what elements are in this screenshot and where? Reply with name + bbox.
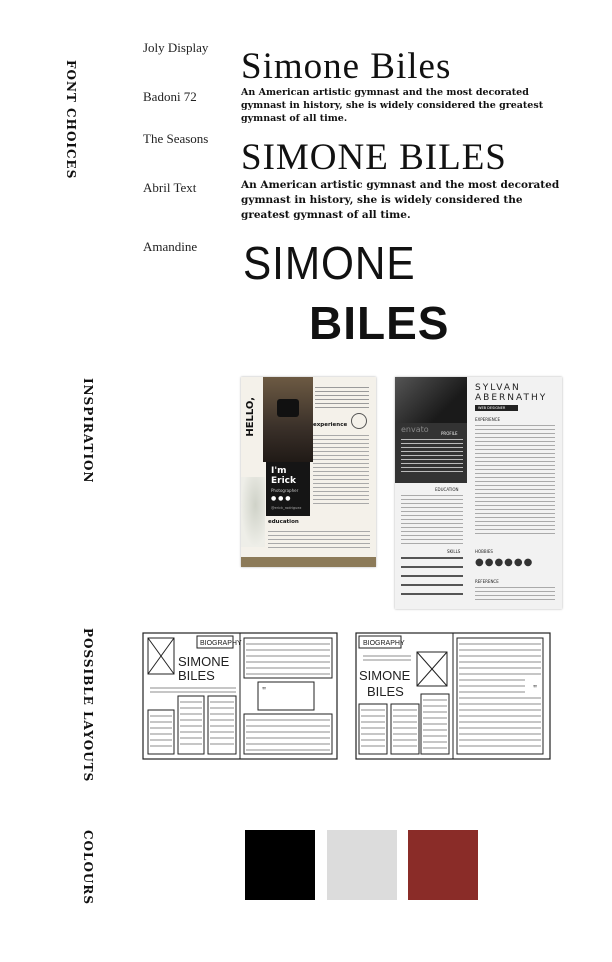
layout-sketch-1 [142, 632, 338, 760]
resume2-profile-lines [401, 439, 463, 475]
sketch1-quote-mark: " [262, 686, 267, 697]
resume2-education-heading: EDUCATION [435, 487, 459, 492]
font-name-the-seasons: The Seasons [143, 131, 209, 146]
resume2-reference-lines [475, 587, 555, 603]
sketch2-title-line2: BILES [367, 684, 404, 699]
font-name-abril-text: Abril Text [143, 180, 197, 195]
resume2-name-line1: SYLVAN [475, 383, 521, 393]
resume2-role-bar: WEB DESIGNER [475, 405, 518, 411]
resume1-plant [241, 477, 265, 547]
sample-abril-body: An American artistic gymnast and the most decorated gymnast in history, she is widely considered the greatest gymnast of all time. [241, 179, 560, 221]
resume2-experience-heading: EXPERIENCE [475, 417, 501, 422]
resume2-profile-heading: PROFILE [441, 431, 458, 436]
resume1-camera [277, 399, 299, 417]
resume1-intro-text [315, 387, 369, 411]
colour-swatch-grey [327, 830, 397, 900]
resume1-photo [263, 377, 313, 462]
sketch1-title-line2: BILES [178, 668, 215, 683]
sample-seasons-title: SIMONE BILES [241, 137, 507, 178]
inspiration-resume-erick [241, 377, 376, 567]
resume1-handle: @erick_rodriguez [271, 506, 302, 510]
resume2-watermark: envato [401, 425, 429, 434]
resume1-social-icons: ● ● ● [271, 495, 291, 502]
sketch1-title-line1: SIMONE [178, 654, 230, 669]
resume1-side-title: HELLO, [245, 397, 256, 437]
font-name-badoni-72: Badoni 72 [143, 89, 197, 104]
resume1-name-line1: I'm [271, 466, 287, 476]
resume2-skills-heading: SKILLS [447, 549, 461, 554]
resume2-reference-heading: REFERENCE [475, 579, 499, 584]
inspiration-resume-sylvan [395, 377, 562, 609]
font-name-joly-display: Joly Display [143, 40, 209, 55]
resume1-experience-lines [313, 435, 369, 507]
section-label-possible-layouts: POSSIBLE LAYOUTS [81, 628, 95, 783]
section-label-colours: COLOURS [81, 830, 95, 905]
resume2-skill-bars [401, 557, 463, 601]
sketch2-title-line1: SIMONE [359, 668, 411, 683]
section-label-font-choices: FONT CHOICES [64, 60, 78, 180]
resume2-photo [395, 377, 467, 423]
resume2-experience-lines [475, 425, 555, 535]
resume1-name-box [266, 462, 310, 516]
resume2-hobby-icons: ●●●●●● [475, 557, 534, 568]
resume1-experience-heading: experience [313, 422, 348, 428]
section-label-inspiration: INSPIRATION [81, 378, 95, 484]
resume1-seal [351, 413, 367, 429]
resume1-footer-bar [241, 557, 376, 567]
resume1-education-lines [268, 531, 370, 551]
font-name-amandine: Amandine [143, 239, 198, 254]
sketch2-biography: BIOGRAPHY [363, 640, 405, 647]
sketch2-quote-mark: " [533, 684, 538, 695]
sample-badoni-body: An American artistic gymnast and the most decorated gymnast in history, she is widely considered the greatest gymnast of all time. [241, 87, 544, 124]
colour-swatch-black [245, 830, 315, 900]
sketch1-biography: BIOGRAPHY [200, 640, 242, 647]
resume1-education-heading: education [268, 519, 299, 525]
resume2-name-line2: ABERNATHY [475, 393, 548, 403]
resume1-name-line2: Erick [271, 476, 296, 486]
sample-amandine-line2: BILES [309, 297, 450, 349]
sample-joly-title: Simone Biles [241, 46, 452, 87]
colour-swatch-red [408, 830, 478, 900]
resume2-hobbies-heading: HOBBIES [475, 549, 493, 554]
sample-amandine-line1: SIMONE [243, 237, 416, 289]
resume1-role: Photographer [271, 488, 299, 493]
resume2-education-lines [401, 495, 463, 545]
layout-sketch-2 [355, 632, 551, 760]
